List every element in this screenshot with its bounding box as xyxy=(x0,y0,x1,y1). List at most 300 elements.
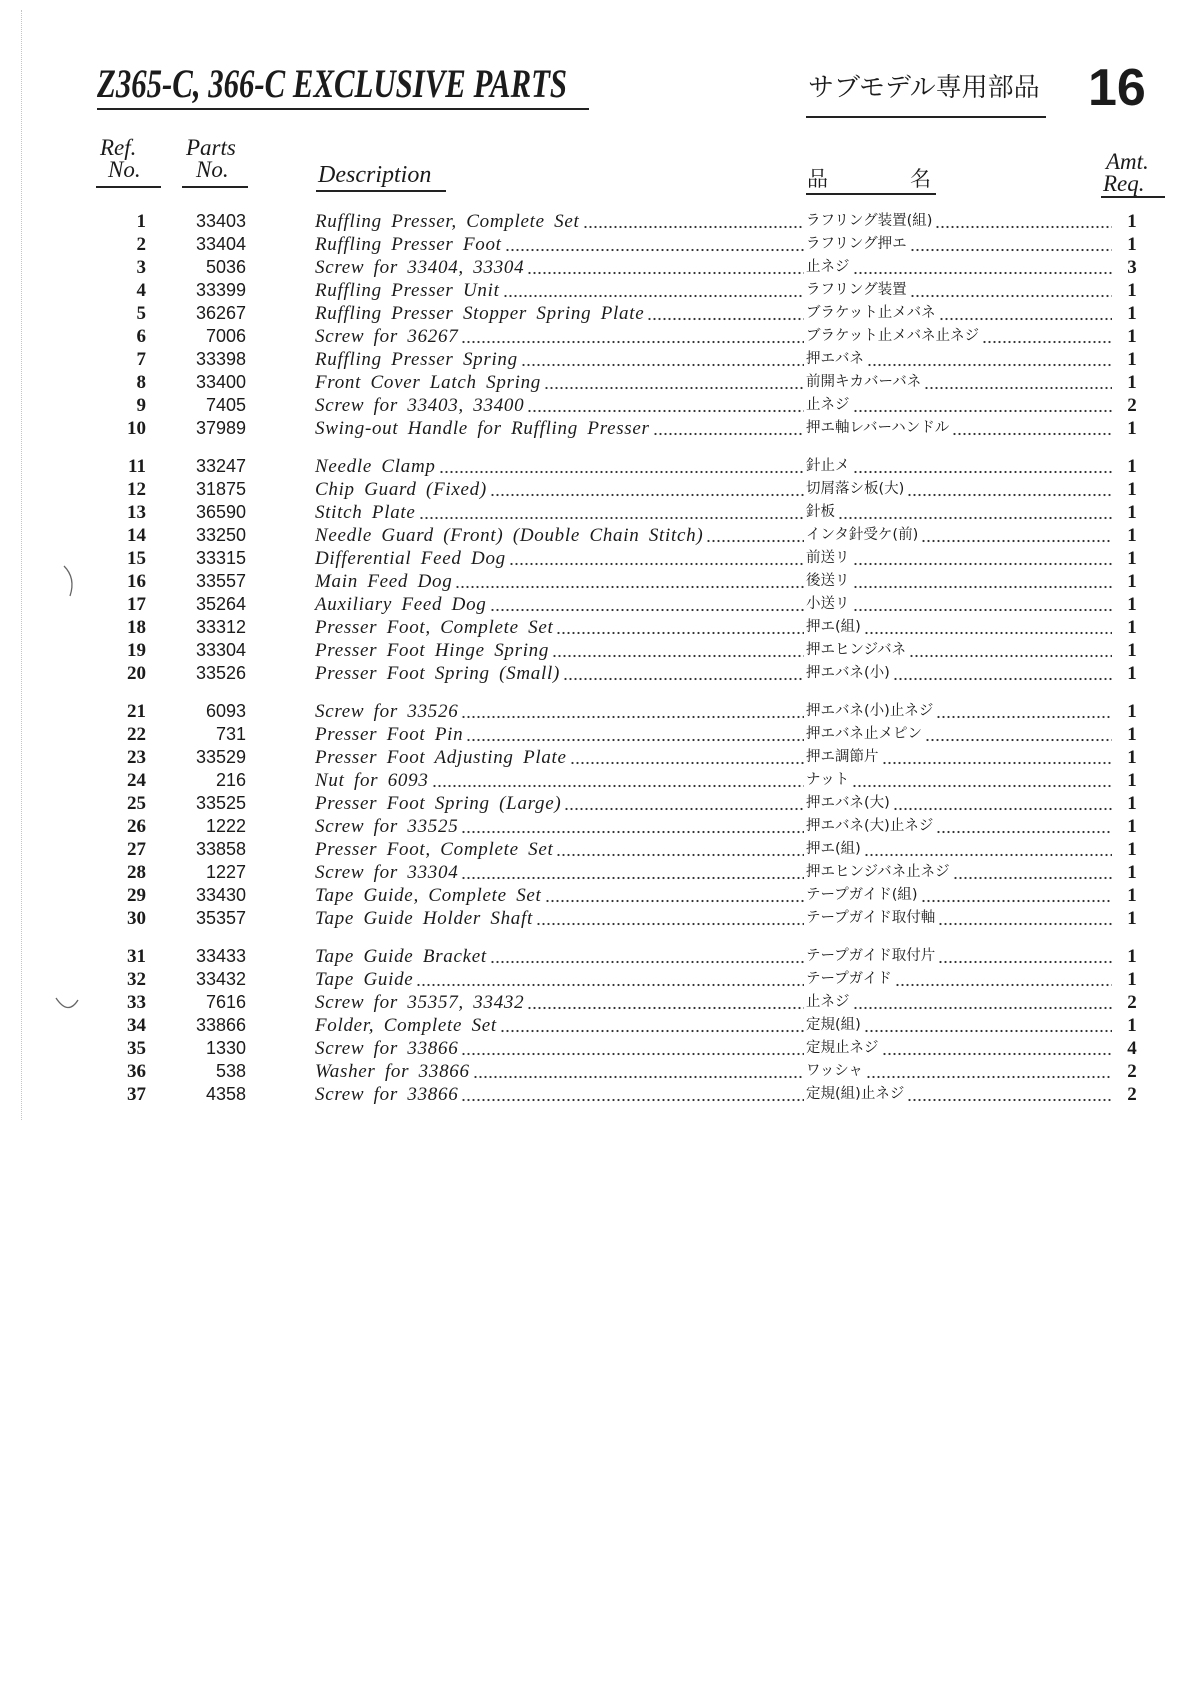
page-number: 16 xyxy=(1088,59,1146,117)
parts-group xyxy=(0,455,1189,685)
description-cell xyxy=(315,968,806,991)
jp-name-header-underline xyxy=(806,193,936,195)
column-header-parts-line2: No. xyxy=(196,157,229,182)
japanese-name: ワッシャ xyxy=(806,1063,863,1079)
amount-required: 1 xyxy=(1127,303,1137,324)
japanese-name: テープガイド xyxy=(806,971,892,987)
part-number: 33312 xyxy=(195,617,246,637)
description: Screw for 33526 xyxy=(315,701,459,722)
description-dot-leader xyxy=(461,815,804,838)
description-cell xyxy=(315,662,806,685)
amount-required: 1 xyxy=(1127,418,1137,439)
japanese-name: ラフリング装置(組) xyxy=(806,213,933,229)
japanese-dot-leader xyxy=(864,616,1112,639)
ref-number: 10 xyxy=(127,418,146,439)
japanese-name: 押エバネ(大)止ネジ xyxy=(806,818,934,834)
japanese-name: 押エバネ止メピン xyxy=(806,726,922,742)
japanese-dot-leader xyxy=(866,1060,1112,1083)
description-cell xyxy=(315,723,806,746)
description-cell xyxy=(315,570,806,593)
parts-row xyxy=(0,394,1189,417)
page-title: Z365-C, 366-C EXCLUSIVE PARTS xyxy=(97,61,568,106)
japanese-name: 止ネジ xyxy=(806,994,850,1010)
amount-required: 1 xyxy=(1127,908,1137,929)
part-number: 33433 xyxy=(195,946,246,966)
amount-required: 1 xyxy=(1127,372,1137,393)
description: Ruffling Presser, Complete Set xyxy=(315,211,580,232)
ref-number: 34 xyxy=(127,1015,146,1036)
japanese-name-cell xyxy=(806,746,1114,769)
description-cell xyxy=(315,371,806,394)
japanese-dot-leader xyxy=(936,815,1112,838)
amount-required: 1 xyxy=(1127,770,1137,791)
part-number: 33432 xyxy=(195,969,246,989)
amount-required: 1 xyxy=(1127,349,1137,370)
ref-number: 28 xyxy=(127,862,146,883)
description-cell xyxy=(315,348,806,371)
japanese-name: ブラケット止メバネ xyxy=(806,305,936,321)
ref-number: 18 xyxy=(127,617,146,638)
japanese-name-cell xyxy=(806,478,1114,501)
parts-row xyxy=(0,700,1189,723)
description-cell xyxy=(315,907,806,930)
amount-required: 2 xyxy=(1127,1084,1137,1105)
description-dot-leader xyxy=(439,455,804,478)
japanese-name: 押エ(組) xyxy=(806,841,861,857)
amount-required: 2 xyxy=(1127,395,1137,416)
column-header-jp-name-char2: 名 xyxy=(910,167,931,191)
description: Nut for 6093 xyxy=(315,770,429,791)
japanese-dot-leader xyxy=(893,792,1112,815)
japanese-name: 押エヒンジバネ止ネジ xyxy=(806,864,950,880)
japanese-name: 針板 xyxy=(806,504,835,520)
japanese-name: 止ネジ xyxy=(806,397,850,413)
japanese-name-cell xyxy=(806,210,1114,233)
japanese-dot-leader xyxy=(907,1083,1112,1106)
japanese-dot-leader xyxy=(939,302,1112,325)
japanese-dot-leader xyxy=(910,233,1112,256)
part-number: 33315 xyxy=(195,548,246,568)
description: Presser Foot, Complete Set xyxy=(315,617,554,638)
japanese-name: ラフリング装置 xyxy=(806,282,907,298)
part-number: 33557 xyxy=(195,571,246,591)
parts-row xyxy=(0,371,1189,394)
description-dot-leader xyxy=(473,1060,804,1083)
japanese-name: 止ネジ xyxy=(806,259,850,275)
japanese-dot-leader xyxy=(925,723,1112,746)
description-dot-leader xyxy=(527,991,804,1014)
column-header-ref-line2: No. xyxy=(108,157,141,182)
ref-number: 14 xyxy=(127,525,146,546)
ref-number: 16 xyxy=(127,571,146,592)
part-number: 7405 xyxy=(205,395,246,415)
amount-required: 1 xyxy=(1127,211,1137,232)
description-dot-leader xyxy=(570,746,804,769)
japanese-dot-leader xyxy=(921,524,1112,547)
japanese-name: 押エ(組) xyxy=(806,619,861,635)
part-number: 31875 xyxy=(195,479,246,499)
part-number: 33858 xyxy=(195,839,246,859)
japanese-name: ブラケット止メバネ止ネジ xyxy=(806,328,980,344)
description-dot-leader xyxy=(556,616,804,639)
description-dot-leader xyxy=(653,417,804,440)
ref-number: 2 xyxy=(136,234,146,255)
japanese-name-cell xyxy=(806,662,1114,685)
japanese-name: テープガイド(組) xyxy=(806,887,918,903)
description: Folder, Complete Set xyxy=(315,1015,497,1036)
japanese-dot-leader xyxy=(909,639,1112,662)
japanese-dot-leader xyxy=(867,348,1112,371)
description: Auxiliary Feed Dog xyxy=(315,594,487,615)
amount-required: 1 xyxy=(1127,234,1137,255)
parts-row xyxy=(0,907,1189,930)
description-cell xyxy=(315,884,806,907)
japanese-dot-leader xyxy=(907,478,1112,501)
part-number: 538 xyxy=(215,1061,246,1081)
description-cell xyxy=(315,256,806,279)
japanese-dot-leader xyxy=(935,210,1112,233)
description-dot-leader xyxy=(461,325,804,348)
description-dot-leader xyxy=(563,662,804,685)
japanese-name-cell xyxy=(806,348,1114,371)
description-dot-leader xyxy=(416,968,804,991)
japanese-dot-leader xyxy=(921,884,1112,907)
japanese-dot-leader xyxy=(952,417,1112,440)
japanese-name-cell xyxy=(806,769,1114,792)
description: Differential Feed Dog xyxy=(315,548,506,569)
japanese-name-cell xyxy=(806,233,1114,256)
japanese-dot-leader xyxy=(938,945,1112,968)
ref-number: 36 xyxy=(127,1061,146,1082)
japanese-name: 定規(組) xyxy=(806,1017,861,1033)
ref-number: 37 xyxy=(127,1084,146,1105)
part-number: 1227 xyxy=(205,862,246,882)
description: Presser Foot, Complete Set xyxy=(315,839,554,860)
description: Ruffling Presser Foot xyxy=(315,234,502,255)
parts-row xyxy=(0,302,1189,325)
ref-number: 12 xyxy=(127,479,146,500)
amount-required: 1 xyxy=(1127,548,1137,569)
column-header-amt-line2: Req. xyxy=(1103,171,1145,196)
parts-row xyxy=(0,838,1189,861)
amount-required: 1 xyxy=(1127,280,1137,301)
description-dot-leader xyxy=(419,501,804,524)
amount-required: 3 xyxy=(1127,257,1137,278)
description-cell xyxy=(315,639,806,662)
japanese-dot-leader xyxy=(853,256,1113,279)
parts-row xyxy=(0,991,1189,1014)
description: Tape Guide Bracket xyxy=(315,946,487,967)
parts-row xyxy=(0,547,1189,570)
japanese-dot-leader xyxy=(864,838,1112,861)
amount-required: 1 xyxy=(1127,724,1137,745)
amount-required: 1 xyxy=(1127,946,1137,967)
japanese-name: 前開キカバーバネ xyxy=(806,374,922,390)
parts-row xyxy=(0,325,1189,348)
ref-number: 25 xyxy=(127,793,146,814)
parts-row xyxy=(0,1060,1189,1083)
japanese-dot-leader xyxy=(982,325,1112,348)
japanese-name: 前送リ xyxy=(806,550,850,566)
ref-number: 9 xyxy=(136,395,146,416)
parts-row xyxy=(0,616,1189,639)
parts-row xyxy=(0,570,1189,593)
description: Front Cover Latch Spring xyxy=(315,372,542,393)
japanese-dot-leader xyxy=(924,371,1112,394)
description: Washer for 33866 xyxy=(315,1061,470,1082)
description-cell xyxy=(315,593,806,616)
description: Presser Foot Spring (Large) xyxy=(315,793,562,814)
description: Presser Foot Hinge Spring xyxy=(315,640,550,661)
description: Tape Guide xyxy=(315,969,414,990)
japanese-dot-leader xyxy=(853,570,1113,593)
description-dot-leader xyxy=(706,524,804,547)
description-dot-leader xyxy=(455,570,804,593)
japanese-name-cell xyxy=(806,455,1114,478)
japanese-name: 定規(組)止ネジ xyxy=(806,1086,905,1102)
japanese-name: ラフリング押エ xyxy=(806,236,907,252)
description-cell xyxy=(315,792,806,815)
description-dot-leader xyxy=(527,256,804,279)
description: Ruffling Presser Unit xyxy=(315,280,500,301)
japanese-dot-leader xyxy=(893,662,1112,685)
parts-row xyxy=(0,210,1189,233)
japanese-name-cell xyxy=(806,570,1114,593)
amt-header-underline xyxy=(1101,196,1165,198)
description-dot-leader xyxy=(521,348,804,371)
description-cell xyxy=(315,478,806,501)
parts-row xyxy=(0,455,1189,478)
parts-header-underline xyxy=(182,186,248,188)
japanese-name-cell xyxy=(806,616,1114,639)
title-japanese-underline xyxy=(806,116,1046,118)
description: Screw for 35357, 33432 xyxy=(315,992,525,1013)
parts-row xyxy=(0,968,1189,991)
description-cell xyxy=(315,233,806,256)
ref-number: 4 xyxy=(136,280,146,301)
part-number: 33866 xyxy=(195,1015,246,1035)
ref-number: 22 xyxy=(127,724,146,745)
parts-row xyxy=(0,1083,1189,1106)
description: Needle Guard (Front) (Double Chain Stitch) xyxy=(315,525,704,546)
part-number: 33430 xyxy=(195,885,246,905)
description: Ruffling Presser Stopper Spring Plate xyxy=(315,303,645,324)
description-dot-leader xyxy=(536,907,804,930)
description: Needle Clamp xyxy=(315,456,436,477)
japanese-name: 後送リ xyxy=(806,573,850,589)
amount-required: 1 xyxy=(1127,571,1137,592)
parts-row xyxy=(0,256,1189,279)
japanese-name-cell xyxy=(806,394,1114,417)
description: Screw for 36267 xyxy=(315,326,459,347)
japanese-dot-leader xyxy=(852,769,1112,792)
part-number: 35264 xyxy=(195,594,246,614)
japanese-name: 切屑落シ板(大) xyxy=(806,481,905,497)
amount-required: 1 xyxy=(1127,617,1137,638)
description-cell xyxy=(315,1060,806,1083)
description-cell xyxy=(315,279,806,302)
japanese-name-cell xyxy=(806,700,1114,723)
amount-required: 2 xyxy=(1127,1061,1137,1082)
part-number: 33526 xyxy=(195,663,246,683)
part-number: 35357 xyxy=(195,908,246,928)
description: Screw for 33866 xyxy=(315,1038,459,1059)
japanese-name-cell xyxy=(806,302,1114,325)
description: Presser Foot Adjusting Plate xyxy=(315,747,567,768)
description-cell xyxy=(315,746,806,769)
amount-required: 1 xyxy=(1127,479,1137,500)
part-number: 7006 xyxy=(205,326,246,346)
part-number: 37989 xyxy=(195,418,246,438)
ref-number: 8 xyxy=(136,372,146,393)
japanese-name: 押エ軸レバーハンドル xyxy=(806,420,950,436)
japanese-name-cell xyxy=(806,723,1114,746)
japanese-name: 押エ調節片 xyxy=(806,749,879,765)
japanese-name-cell xyxy=(806,1037,1114,1060)
description-cell xyxy=(315,1014,806,1037)
ref-number: 1 xyxy=(136,211,146,232)
description-dot-leader xyxy=(527,394,804,417)
description-dot-leader xyxy=(432,769,804,792)
description-dot-leader xyxy=(509,547,804,570)
part-number: 36590 xyxy=(195,502,246,522)
amount-required: 1 xyxy=(1127,1015,1137,1036)
japanese-dot-leader xyxy=(936,700,1112,723)
parts-row xyxy=(0,233,1189,256)
description-dot-leader xyxy=(583,210,805,233)
description-cell xyxy=(315,524,806,547)
amount-required: 1 xyxy=(1127,862,1137,883)
parts-row xyxy=(0,417,1189,440)
column-header-amt-line1: Amt. xyxy=(1106,149,1149,174)
amount-required: 1 xyxy=(1127,747,1137,768)
japanese-dot-leader xyxy=(953,861,1112,884)
description-dot-leader xyxy=(461,700,804,723)
description-header-underline xyxy=(316,190,446,192)
description-cell xyxy=(315,501,806,524)
description-cell xyxy=(315,861,806,884)
ref-number: 13 xyxy=(127,502,146,523)
description-cell xyxy=(315,838,806,861)
column-header-ref-line1: Ref. xyxy=(100,135,137,160)
ref-number: 15 xyxy=(127,548,146,569)
part-number: 33247 xyxy=(195,456,246,476)
description-cell xyxy=(315,815,806,838)
amount-required: 1 xyxy=(1127,594,1137,615)
part-number: 33404 xyxy=(195,234,246,254)
japanese-dot-leader xyxy=(910,279,1112,302)
japanese-dot-leader xyxy=(853,991,1113,1014)
ref-number: 7 xyxy=(136,349,146,370)
description-cell xyxy=(315,769,806,792)
description-cell xyxy=(315,700,806,723)
description-dot-leader xyxy=(556,838,804,861)
amount-required: 4 xyxy=(1127,1038,1137,1059)
ref-number: 27 xyxy=(127,839,146,860)
ref-number: 5 xyxy=(136,303,146,324)
ref-number: 20 xyxy=(127,663,146,684)
ref-number: 26 xyxy=(127,816,146,837)
japanese-name-cell xyxy=(806,593,1114,616)
parts-row xyxy=(0,279,1189,302)
japanese-name-cell xyxy=(806,838,1114,861)
description: Screw for 33525 xyxy=(315,816,459,837)
description-cell xyxy=(315,455,806,478)
japanese-name: 押エヒンジバネ xyxy=(806,642,907,658)
japanese-dot-leader xyxy=(853,455,1113,478)
ref-number: 33 xyxy=(127,992,146,1013)
parts-row xyxy=(0,945,1189,968)
description: Screw for 33304 xyxy=(315,862,459,883)
ref-number: 35 xyxy=(127,1038,146,1059)
description: Tape Guide Holder Shaft xyxy=(315,908,533,929)
japanese-name: テープガイド取付軸 xyxy=(806,910,936,926)
part-number: 33525 xyxy=(195,793,246,813)
japanese-name: 押エバネ xyxy=(806,351,864,367)
japanese-name: 針止メ xyxy=(806,458,850,474)
parts-row xyxy=(0,501,1189,524)
japanese-dot-leader xyxy=(853,394,1113,417)
description-dot-leader xyxy=(490,478,804,501)
part-number: 5036 xyxy=(205,257,246,277)
column-header-description: Description xyxy=(318,162,432,188)
description-dot-leader xyxy=(490,945,804,968)
part-number: 731 xyxy=(215,724,246,744)
parts-row xyxy=(0,884,1189,907)
description-dot-leader xyxy=(466,723,804,746)
japanese-name-cell xyxy=(806,371,1114,394)
amount-required: 2 xyxy=(1127,992,1137,1013)
amount-required: 1 xyxy=(1127,525,1137,546)
description: Presser Foot Pin xyxy=(315,724,464,745)
amount-required: 1 xyxy=(1127,885,1137,906)
description-cell xyxy=(315,302,806,325)
parts-row xyxy=(0,815,1189,838)
part-number: 7616 xyxy=(205,992,246,1012)
japanese-name-cell xyxy=(806,792,1114,815)
japanese-name-cell xyxy=(806,861,1114,884)
parts-row xyxy=(0,723,1189,746)
ref-number: 32 xyxy=(127,969,146,990)
japanese-name-cell xyxy=(806,1060,1114,1083)
ref-header-underline xyxy=(96,186,161,188)
parts-row xyxy=(0,769,1189,792)
ref-number: 21 xyxy=(127,701,146,722)
japanese-name-cell xyxy=(806,325,1114,348)
japanese-name-cell xyxy=(806,815,1114,838)
part-number: 36267 xyxy=(195,303,246,323)
description-cell xyxy=(315,991,806,1014)
japanese-name-cell xyxy=(806,501,1114,524)
japanese-dot-leader xyxy=(882,746,1113,769)
description-cell xyxy=(315,394,806,417)
description: Swing-out Handle for Ruffling Presser xyxy=(315,418,650,439)
parts-row xyxy=(0,639,1189,662)
part-number: 33398 xyxy=(195,349,246,369)
amount-required: 1 xyxy=(1127,793,1137,814)
amount-required: 1 xyxy=(1127,969,1137,990)
description-cell xyxy=(315,945,806,968)
description-cell xyxy=(315,547,806,570)
description-dot-leader xyxy=(503,279,804,302)
description-dot-leader xyxy=(461,1037,804,1060)
japanese-dot-leader xyxy=(938,907,1112,930)
title-underline xyxy=(97,108,589,110)
parts-group xyxy=(0,700,1189,930)
japanese-name-cell xyxy=(806,991,1114,1014)
japanese-dot-leader xyxy=(838,501,1112,524)
ref-number: 30 xyxy=(127,908,146,929)
